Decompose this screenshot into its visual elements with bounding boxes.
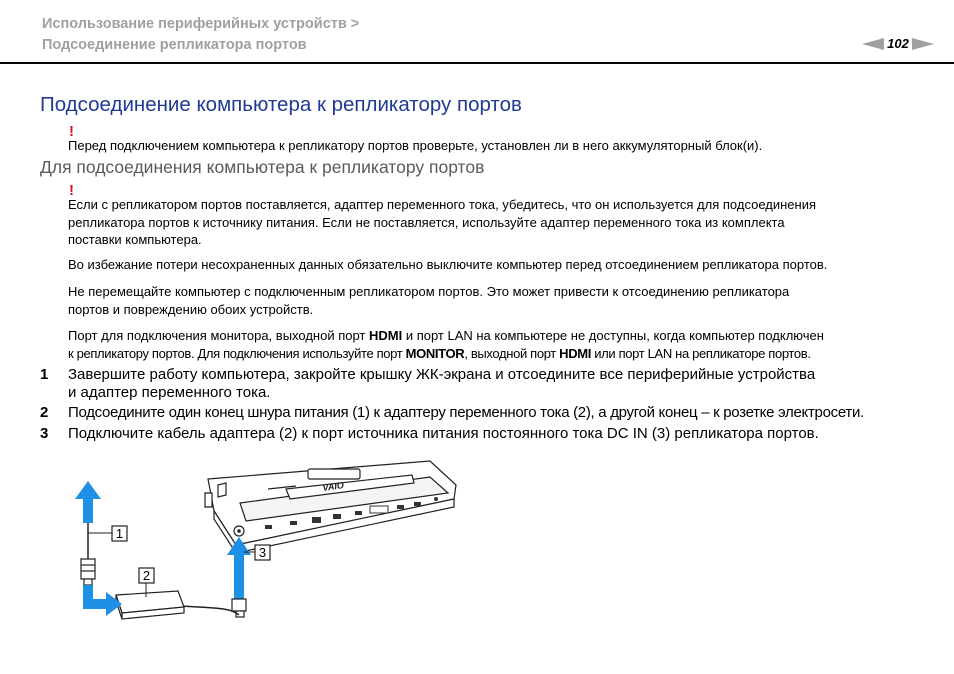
note-ports-text: к репликатору портов. Для подключения используйте порт [68,346,406,361]
note-ports-text: Порт для подключения монитора, выходной порт [68,328,369,343]
arrow-right-icon [83,585,122,616]
arrow-up-icon [75,481,101,523]
note-adapter-line1: Если с репликатором портов поставляется, адаптер переменного тока, убедитесь, что он используется для подсоединения [68,197,816,212]
note-moving-line2: портов и повреждению обоих устройств. [68,302,314,317]
dc-in-port [234,526,244,536]
hdmi-label: HDMI [368,328,403,343]
prev-page-arrow-icon[interactable] [862,38,884,50]
note-ports-text: , выходной порт [464,346,560,361]
step-number: 3 [40,425,49,442]
page-title: Подсоединение компьютера к репликатору портов [40,93,522,116]
callout-2: 2 [142,568,151,583]
brand-logo: VAIO [321,480,345,493]
note-ports-text: и порт LAN на компьютере не доступны, когда компьютер подключен [402,328,824,343]
step-1-line1: Завершите работу компьютера, закройте крышку ЖК-экрана и отсоедините все периферийные устройства [68,366,816,383]
power-plug [81,559,95,585]
warning-icon: ! [69,123,74,140]
step-3-text: Подключите кабель адаптера (2) к порт источника питания постоянного тока DC IN (3) репликатора портов. [68,425,819,442]
ac-adapter [116,591,184,619]
section-subtitle: Для подсоединения компьютера к репликатору портов [40,157,485,177]
note-ports-line2 [68,345,811,363]
step-number: 2 [40,404,49,421]
note-shutdown: Во избежание потери несохраненных данных обязательно выключите компьютер перед отсоединением репликатора портов. [68,257,828,272]
note-adapter-line3: поставки компьютера. [68,232,202,247]
monitor-label: MONITOR [405,346,465,361]
header-divider [0,62,954,64]
callout-1: 1 [115,526,124,541]
warning-icon: ! [69,182,74,199]
step-1-line2: и адаптер переменного тока. [68,384,271,401]
breadcrumb-parent: Использование периферийных устройств > [42,16,360,32]
callout-3: 3 [258,545,267,560]
page-navigator [862,36,934,52]
page-number: 102 [887,36,909,51]
step-2-text: Подсоедините один конец шнура питания (1) к адаптеру переменного тока (2), а другой конец – к розетке электросети. [68,404,864,421]
step-number: 1 [40,366,49,383]
port-replicator [205,461,456,553]
connection-illustration [0,455,954,674]
note-ports-line1 [68,327,824,345]
dc-cable [182,606,239,615]
note-adapter-line2: репликатора портов к источнику питания. Если не поставляется, используйте адаптер переменного тока из комплекта [68,215,785,230]
note-moving-line1: Не перемещайте компьютер с подключенным репликатором портов. Это может привести к отсоединению репликатора [68,284,790,299]
note-ports-text: или порт LAN на репликаторе портов. [591,346,811,361]
next-page-arrow-icon[interactable] [912,38,934,50]
note-battery: Перед подключением компьютера к репликатору портов проверьте, установлен ли в него аккумуляторный блок(и). [68,138,763,153]
breadcrumb-current: Подсоединение репликатора портов [42,37,307,53]
hdmi-label: HDMI [559,346,591,361]
